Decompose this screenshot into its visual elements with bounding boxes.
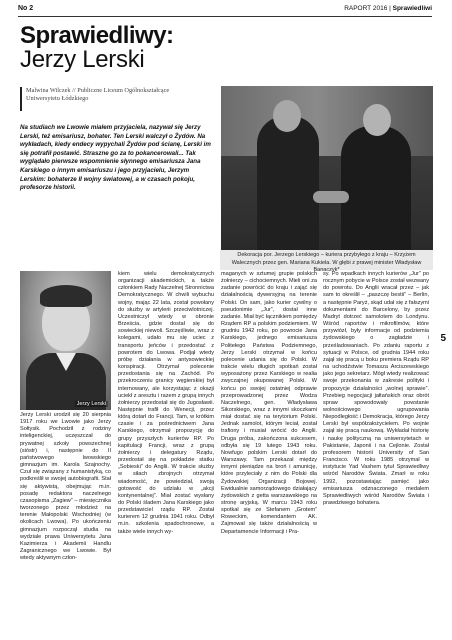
page-number: No 2: [18, 5, 34, 12]
section-name: Sprawiedliwi: [392, 5, 432, 12]
portrait-label: Jerzy Lerski: [76, 401, 106, 407]
title-line-1: Sprawiedliwy:: [20, 22, 174, 49]
title-line-2: Jerzy Lerski: [20, 46, 145, 73]
header-rule: [18, 16, 432, 17]
author-line-1: Malwina Wilczek // Publiczne Liceum Ogólnokształcące: [26, 87, 170, 94]
side-page-number: 5: [440, 333, 446, 344]
photo-head-right: [363, 104, 391, 136]
article-title: [20, 24, 250, 72]
body-column-4: [323, 271, 429, 507]
column-2-text: kiem wielu demokratycznych organizacji akademickich, a także członkiem Rady Naczelnej Stronnictwa Demokratycznego. W chwili wybuchu wojny, mając 22 lata, został powołany do służby w artylerii przeciwlotniczej. Uczestniczył wtedy w obronie Brześcia, gdzie dostał się do sowieckiej niewoli. Szczęśliwie, wraz z kolegami, udało mu się uciec z transportu jeńców i przedostać z powrotem do Lwowa. Podjął wtedy próbę działania w antysowieckiej konspiracji. Otrzymał polecenie przedostania się na Zachód. Po przekroczeniu granicy węgierskiej był internowany, ale korzystając z okazji uciekł z aresztu i razem z grupą innych żołnierzy przedostał się do Jugosławii. Następnie trafił do Wenecji, przez którą dotarł do Francji. Tam, w krótkim czasie i za pośrednictwem Jana Karskiego, otrzymał propozycję do grupy przyszłych kurierów RP. Po kapitulacji Francji, wraz z grupą żołnierzy i delegatury Rządu, przedostał się na pokładzie statku „Sobieski” do Anglii. W trakcie służby w siłach zbrojnych otrzymał wiadomość, że powiedział, swoją gotowość do udziału w „akcji kontynentalnej”. Miał zostać wysłany do Polski śladem Jana Karskiego jako przedstawiciel rządu RP. Został kurierem 12 grudnia 1941 roku. Odbył m.in. szkolenia spadochronowe, a także wiele innych wy-: [118, 271, 214, 535]
author-block: [20, 87, 216, 111]
main-photo: [221, 86, 433, 251]
photo-figure-left: [257, 116, 319, 251]
column-1-text: Jerzy Lerski urodził się 20 sierpnia 1917 roku we Lwowie jako Jerzy Sołtysik. Pochodził z rodziny inteligenckiej, uczęszczał do prywatnej szkoły powszechnej (sióstr) i, następnie do II państwowego lwowskiego gimnazjum im. Karola Szajnochy. Czuł się związany z humanistyką, co podkreślił w swojej autobiografii. Stał się aktywistą, obejmując m.in. posadę redaktora naczelnego czasopisma „Zagiew” – miesięcznika tworzonego przez młodzież na terenie Małopolski Wschodniej (w okolicach Lwowa). Po ukończeniu gimnazjum rozpoczął studia na wydziale prawa Uniwersytetu Jana Kazimierza i Akademii Handlu Zagranicznego we Lwowie. Był wtedy aktywnym człon-: [20, 412, 111, 562]
body-column-3: [221, 271, 317, 536]
author-line-2: Uniwersytetu Łódzkiego: [26, 95, 89, 102]
page-header: [18, 4, 432, 16]
portrait-hair: [40, 285, 92, 307]
photo-handshake: [313, 191, 349, 203]
photo-head-left: [273, 100, 301, 132]
column-3-text: maganych w sztumej grupie polskich żołnierzy – cichociemnych. Mieli oni za zadanie powrócić do kraju i zająć się działalnością dywersyjną na terenie Polski. On sam, jako kurier cywilny o pseudonimie „Jur”, dostał inne zadanie. Miał być łącznikiem pomiędzy Rządem RP a polskim podziemiem. W grudniu 1942 roku, po powrocie Jana Karskiego, jednego emisariusza Politełego Państwa Podziemnego, Jerzy Lerski otrzymał w końcu polecenie udania się do Polski. W trakcie wielu długich spotkań został wyposażony przez Karskiego w realia zwyczajnej okupowanej Polski. W końcu po swojej ostatniej odprawie przeprowadzonej przez Wodza Naczelnego, gen. Władysława Sikorskiego, wraz z innymi skoczkami miał dostać się na terytorium Polski. Jednak samolot, którym leciał, został trafiony i musiał wrócić do Anglii. Druga próba, zakończona sukcesem, odbyła się 19 lutego 1943 roku. Nowfugo polskim Lerski dotarł do Warszawy. Tam przekazał między innymi pieniądze na broń i amunicję, które przyleciały z nim do Polski dla Żydowskiej Organizacji Bojowej. Ewidualnie samorządowego działający żydowskich z getta warszawskiego na stronę aryjską. W marcu 1943 roku spotkał się ze Stefanem „Grotem” Roweckim, komendantem AK. Zajmował się także działalnością w Departamencie Informacji i Pra-: [221, 271, 317, 535]
header-magazine: RAPORT 2016 | Sprawiedliwi: [344, 5, 432, 12]
portrait-photo: [20, 271, 111, 410]
main-photo-caption: Dekoracja por. Jerzego Lerskiego – kuriera przybyłego z kraju – Krzyżem Walecznych przez gen. Mariana Kukiela. W głębi z prawej minister Władysław Banaczyk*: [220, 250, 433, 270]
lead-paragraph: Na studiach we Lwowie miałem przyjaciela, nazywał się Jerzy Lerski, też emisariusz, bohater. Ten Lerski walczył o Żydów. Na wykładach, kiedy endecy wypychali Żydów pod ścianę, Lerski im się potrafił postawić. Straszne go za to pokancerowali... Tak wyglądało pierwsze wspomnienie słynnego emisariusza Jana Karskiego o innym emisariuszu i jego przyjacielu, Jerzym Lerskim: bohaterze II wojny światowej, a w czasach pokoju, profesorze historii.: [20, 124, 211, 192]
body-column-1: [20, 412, 111, 562]
magazine-name: RAPORT 2016: [344, 5, 388, 12]
body-column-2: [118, 271, 214, 536]
column-4-text: sy. Po wpadkach innych kurierów „Jur” po rocznym pobycie w Polsce został wezwany do powrotu. Do Anglii wracał przez – jak sam to określił – „paszczę bestii” – Berlin, a następnie Paryż, skąd udał się z fałszymi dokumentami do Barcelony, by przez Madryt dotrzeć samolotem do Londynu. Wśród raportów i mikrofilmów, które przywiózł, były informacje od podziemia żydowskiego o zagładzie i prześladowaniach. Po zdaniu raportu z sytuacji w Polsce, od grudnia 1944 roku zajął się pracą u boku premiera Rządu RP na uchodźstwie Tomasza Arciszewskiego jako jego sekretarz. Mógł wtedy realizować swoje przekonania w zakresie polityki i propozycje działalności „wolnej sprawie”. Przebieg negocjacji jałtańskich oraz obrót spraw spowodowały powstanie wolnościowego ugrupowania Niepodległość i Demokracja, którego Jerzy Lerski był współzałożycielem. Po wojnie zajął się pracą naukową. Wykładał historię i naukę polityczną na uniwersytetach w Pakistanie, Japonii i na Cejlonie. Został profesorem historii University of San Francisco. W roku 1985 otrzymał w instytucie Yad Vashem tytuł Sprawiedliwy wśród Narodów Świata. Zmarł w roku 1992, pozostawiając pamięć jako emisariusza odznaczonego medalem Sprawiedliwych wśród Narodów Świata i prawdziwego bohatera.: [323, 271, 429, 506]
photo-figure-right: [341, 126, 411, 251]
